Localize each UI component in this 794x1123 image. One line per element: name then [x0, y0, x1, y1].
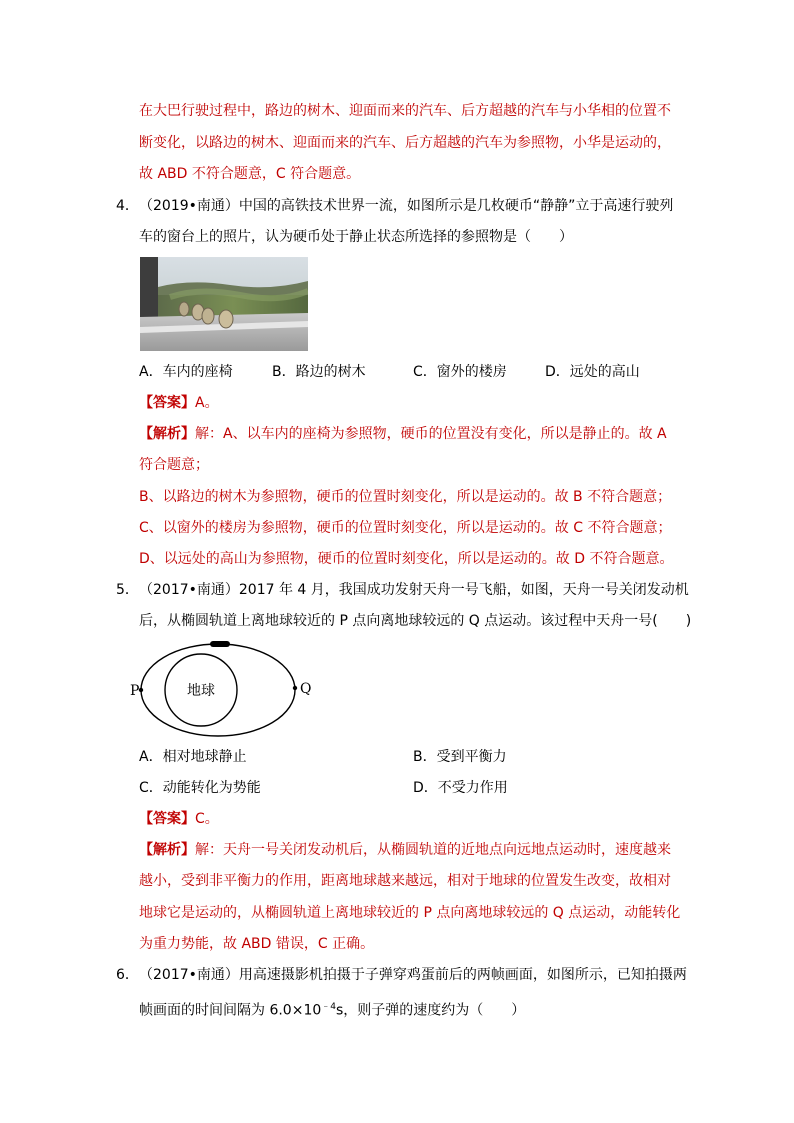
q6-number: 6．	[116, 967, 139, 983]
q4-photo-coins-on-train-window	[140, 257, 308, 351]
q6-stem-line-1: （2017•南通）用高速摄影机拍摄于子弹穿鸡蛋前后的两帧画面，如图所示，已知拍摄两	[139, 967, 687, 983]
q5-answer-value: C。	[195, 811, 219, 827]
coins-photo-image	[140, 257, 308, 351]
q4-answer-value: A。	[195, 395, 219, 411]
q5-stem-line-2: 后，从椭圆轨道上离地球较近的 P 点向离地球较远的 Q 点运动。该过程中天舟一号( )	[139, 613, 692, 629]
point-p-label: P	[130, 683, 140, 699]
q4-option-b: B．路边的树木	[272, 364, 366, 380]
q5-stem-line-1: （2017•南通）2017 年 4 月，我国成功发射天舟一号飞船，如图，天舟一号关闭发动机	[139, 582, 689, 598]
q4-analysis-line-1	[139, 424, 667, 444]
q5-answer	[139, 809, 219, 829]
q6-exponent: ﹣4	[321, 1002, 336, 1012]
earth-label: 地球	[187, 683, 215, 699]
q5-option-b: B．受到平衡力	[413, 749, 507, 765]
point-p-dot	[139, 688, 143, 692]
q5-analysis-tag: 【解析】	[139, 842, 195, 858]
q5-option-a: A．相对地球静止	[139, 749, 247, 765]
q4-stem-line-1: （2019•南通）中国的高铁技术世界一流，如图所示是几枚硬币“静静”立于高速行驶列	[139, 198, 674, 214]
q5-option-c: C．动能转化为势能	[139, 780, 261, 796]
q5-analysis-text-1: 解：天舟一号关闭发动机后，从椭圆轨道的近地点向远地点运动时，速度越来	[195, 842, 671, 858]
q5-option-d: D．不受力作用	[413, 780, 508, 796]
intro-line-2: 断变化，以路边的树木、迎面而来的汽车、后方超越的汽车为参照物，小华是运动的，	[139, 135, 671, 151]
q4-analysis-text-1: 解：A、以车内的座椅为参照物，硬币的位置没有变化，所以是静止的。故 A	[195, 426, 667, 442]
q5-analysis-line-3: 地球它是运动的，从椭圆轨道上离地球较近的 P 点向离地球较远的 Q 点运动，动能转化	[139, 905, 681, 921]
q5-answer-tag: 【答案】	[139, 811, 195, 827]
q4-answer	[139, 393, 219, 413]
q4-analysis-line-2: 符合题意；	[139, 457, 209, 473]
q4-answer-tag: 【答案】	[139, 395, 195, 411]
intro-line-1: 在大巴行驶过程中，路边的树木、迎面而来的汽车、后方超越的汽车与小华相的位置不	[139, 103, 671, 119]
q5-orbit-diagram	[130, 640, 330, 740]
q6-stem-line-2	[139, 997, 525, 1021]
q4-analysis-line-3: B、以路边的树木为参照物，硬币的位置时刻变化，所以是运动的。故 B 不符合题意；	[139, 489, 672, 505]
q4-option-d: D．远处的高山	[545, 364, 640, 380]
q5-analysis-line-1	[139, 840, 671, 860]
q5-analysis-line-4: 为重力势能，故 ABD 错误，C 正确。	[139, 936, 375, 952]
spacecraft-marker	[210, 641, 230, 647]
intro-line-3: 故 ABD 不符合题意，C 符合题意。	[139, 166, 361, 182]
q4-analysis-line-4: C、以窗外的楼房为参照物，硬币的位置时刻变化，所以是运动的。故 C 不符合题意；	[139, 520, 672, 536]
q4-number: 4．	[116, 198, 139, 214]
q6-stem-text-a: 帧画面的时间间隔为 6.0×10	[139, 1002, 322, 1019]
q5-analysis-line-2: 越小，受到非平衡力的作用，距离地球越来越远，相对于地球的位置发生改变，故相对	[139, 873, 671, 889]
q4-analysis-line-5: D、以远处的高山为参照物，硬币的位置时刻变化，所以是运动的。故 D 不符合题意。	[139, 551, 674, 567]
q4-option-a: A．车内的座椅	[139, 364, 233, 380]
q4-analysis-tag: 【解析】	[139, 426, 195, 442]
q6-stem-text-b: s，则子弹的速度约为（ ）	[336, 1002, 526, 1019]
point-q-label: Q	[300, 681, 312, 697]
q4-stem-line-2: 车的窗台上的照片，认为硬币处于静止状态所选择的参照物是（ ）	[139, 229, 573, 245]
q4-option-c: C．窗外的楼房	[413, 364, 507, 380]
point-q-dot	[293, 686, 297, 690]
q5-number: 5．	[116, 582, 139, 598]
